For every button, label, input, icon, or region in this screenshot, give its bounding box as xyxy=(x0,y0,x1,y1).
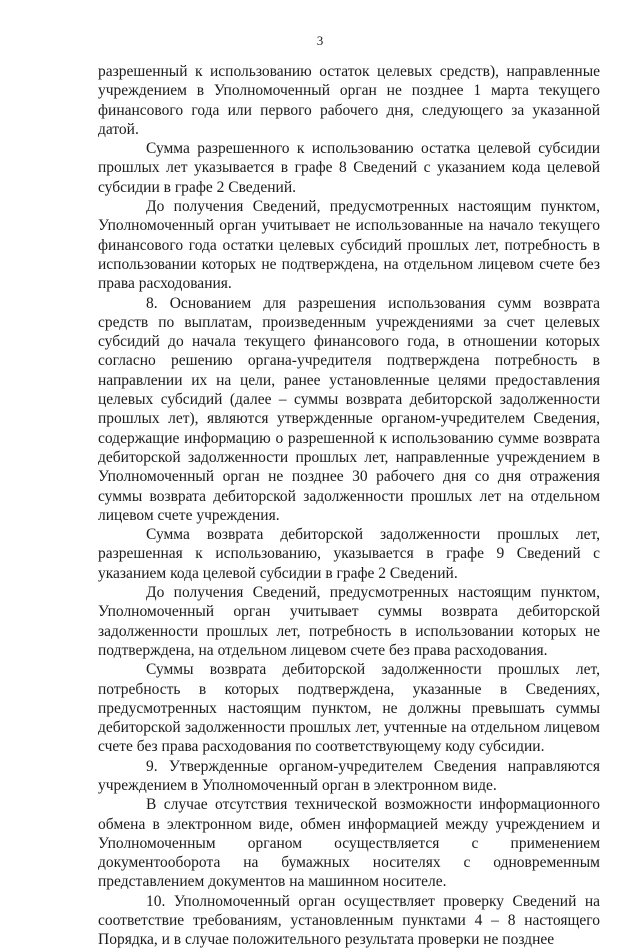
paragraph: В случае отсутствия технической возможности информационного обмена в электронном виде, обмен информацией между учреждением и Уполномоченным органом осуществляется с применением документооборота на бумажных носителях с одновременным представлением документов на машинном носителе. xyxy=(98,796,600,891)
paragraph: Суммы возврата дебиторской задолженности прошлых лет, потребность в которых подтверждена, указанные в Сведениях, предусмотренных настоящим пунктом, не должны превышать суммы дебиторской задолженности прошлых лет, учтенные на отдельном лицевом счете без права расходования по соответствующему коду субсидии. xyxy=(98,661,600,756)
paragraph: Сумма разрешенного к использованию остатка целевой субсидии прошлых лет указывается в графе 8 Сведений с указанием кода целевой субсидии в графе 2 Сведений. xyxy=(98,140,600,196)
paragraph-continuation: разрешенный к использованию остаток целевых средств), направленные учреждением в Уполномоченный орган не позднее 1 марта текущего финансового года или первого рабочего дня, следующего за указанной датой. xyxy=(98,63,600,138)
paragraph: До получения Сведений, предусмотренных настоящим пунктом, Уполномоченный орган учитывает суммы возврата дебиторской задолженности прошлых лет, потребность в использовании которых не подтверждена, на отдельном лицевом счете без права расходования. xyxy=(98,584,600,659)
paragraph-item-8: 8. Основанием для разрешения использования сумм возврата средств по выплатам, произведенным учреждениями за счет целевых субсидий до начала текущего финансового года, в отношении которых согласно решению органа-учредителя подтверждена потребность в направлении их на цели, ранее установленные целями предоставления целевых субсидий (далее – суммы возврата дебиторской задолженности прошлых лет), являются утвержденные органом-учредителем Сведения, содержащие информацию о разрешенной к использованию сумме возврата дебиторской задолженности прошлых лет, направленные учреждением в Уполномоченный орган не позднее 30 рабочего дня со дня отражения суммы возврата дебиторской задолженности прошлых лет на отдельном лицевом счете учреждения. xyxy=(98,294,600,524)
paragraph-item-9: 9. Утвержденные органом-учредителем Сведения направляются учреждением в Уполномоченный орган в электронном виде. xyxy=(98,757,600,794)
paragraph: До получения Сведений, предусмотренных настоящим пунктом, Уполномоченный орган учитывает не использованные на начало текущего финансового года остатки целевых субсидий прошлых лет, потребность в использовании которых не подтверждена, на отдельном лицевом счете без права расходования. xyxy=(98,198,600,293)
page-number: 3 xyxy=(316,33,324,48)
paragraph-item-10: 10. Уполномоченный орган осуществляет проверку Сведений на соответствие требованиям, установленным пунктами 4 – 8 настоящего Порядка, и в случае положительного результата проверки не позднее xyxy=(98,892,600,949)
paragraph: Сумма возврата дебиторской задолженности прошлых лет, разрешенная к использованию, указывается в графе 9 Сведений с указанием кода целевой субсидии в графе 2 Сведений. xyxy=(98,526,600,582)
document-body xyxy=(98,62,600,950)
